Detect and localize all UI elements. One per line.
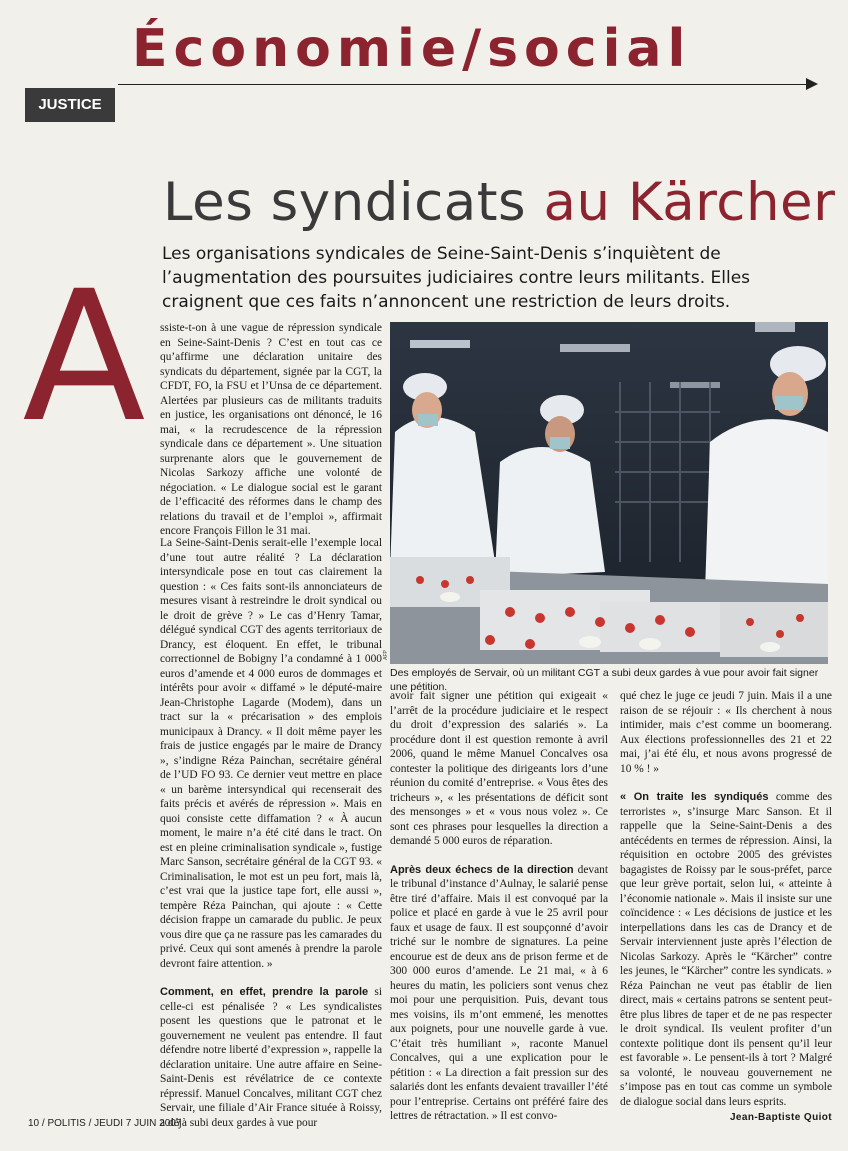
rubric-label: JUSTICE (25, 88, 115, 122)
text-terroristes: comme des terroristes », s’insurge Marc Sanson. Et il rappelle que la Seine-Saint-Denis a des antécédents en termes de répression. Ainsi, la réquisition en octobre 2005 des grévistes bagagistes de Roissy par le sous-préfet, parce que leur grève portait, selon lui, « atteinte à l’économie nationale ». Mais il insiste sur une coïncidence : « Les décisions de justice et les interpellations dans les cas de Drancy et de Servair interviennent juste après l’élection de Nicolas Sarkozy. Après le “Kärcher” contre les jeunes, le “Kärcher” contre les syndicats. » Réza Painchan ne veut pas établir de lien direct, mais « certains patrons se sentent peut-être plus libres de taper et de ne pas respecter le droit syndical. Ils veulent profiter d’un contexte politique dont ils pensent qu’il leur est favorable ». Le pensent-ils à tort ? Malgré sa volonté, le nouveau gouvernement ne s’impose pas en tout cas comme un symbole de dialogue social dans leurs esprits. (620, 791, 832, 1108)
paragraph-petition: avoir fait signer une pétition qui exigeait « l’arrêt de la procédure judiciaire et le respect du droit d’expression des salariés ». La procédure dont il est question remonte à avril 2006, quand le même Manuel Concalves osa contester la politique des dirigeants lors d’une réunion du comité d’entreprise. « Vous êtes des tricheurs », « les présentations de déficit sont des mensonges » et « vous nous volez ». Ce sont ces phrases pour lesquelles la direction a demandé 5 000 euros de réparation. (390, 690, 608, 847)
paragraph-garde-a-vue (390, 863, 608, 1124)
photo-credit: AFP (382, 650, 389, 660)
page-footer: 10 / POLITIS / JEUDI 7 JUIN 2007 (28, 1118, 182, 1129)
dropcap-letter: A (22, 253, 146, 462)
paragraph-boomerang: qué chez le juge ce jeudi 7 juin. Mais il a une raison de se réjouir : « Ils cherchent à nous intimider, mais c’est comme un boomerang. Aux élections professionnelles des 21 et 22 mai, j’ai été élu, et nous avons progressé de 10 % ! » (620, 690, 832, 775)
section-title: Économie/social (132, 19, 692, 79)
paragraph-drancy: La Seine-Saint-Denis serait-elle l’exemple local d’une tout autre réalité ? La déclaration intersyndicale pose en tout cas clairement la question : « Ces faits sont-ils annonciateurs de mesures visant à restreindre le droit syndical ou le droit de grève ? » Le cas d’Henry Tamar, délégué syndical CGT des agents territoriaux de Drancy, est éloquent. En effet, le tribunal correctionnel de Bobigny l’a condamné à 1 000 euros d’amende et 4 000 euros de dommages et intérêts pour avoir « diffamé » le député-maire Jean-Christophe Lagarde (Modem), dans un tract sur la « précarisation » des emplois municipaux à Drancy. « Il doit même payer les frais de justice engagés par le maire de Drancy », s’indigne Réza Painchan, secrétaire général de l’UD FO 93. Ce dernier veut mettre en place « un barème intersyndical qui recenserait des faits précis et avérés de répression ». Mais en quoi consiste cette diffamation ? « À aucun moment, le maire n’a été cité dans le tract. On est en pleine criminalisation syndicale », fustige Marc Sanson, secrétaire général de la CGT 93. « Criminalisation, le mot est un peu fort, mais là, c’est vrai que la justice tape fort, elle aussi », tempère Réza Painchan, qui ajoute : « Cette décision frappe un camarade du public. Je peux vous dire que ça ne rassure pas les camarades du privé. Ceux qui sont amenés à prendre la parole devront faire attention. » (160, 537, 382, 970)
article-photo (390, 322, 828, 664)
paragraph-terroristes (620, 790, 832, 1109)
author-signature: Jean-Baptiste Quiot (729, 1112, 832, 1123)
paragraph-penalisation (160, 985, 382, 1130)
section-rule-arrow (806, 78, 818, 90)
text-garde-a-vue: devant le tribunal d’instance d’Aulnay, le salarié pense être tiré d’affaire. Mais il est convoqué par la police et placé en garde à vue le 25 avril pour faux et usage de faux. Il est soupçonné d’avoir triché sur le nombre de signatures. La peine encourue est de deux ans de prison ferme et de 300 000 euros d’amende. Le 21 mai, « à 6 heures du matin, les policiers sont venus chez moi pour une perquisition. Puis, devant tous mes voisins, ils m’ont emmené, les menottes aux poignets, pour une nouvelle garde à vue. C’était très humiliant », raconte Manuel Concalves, qui a une explication pour le pétition : « La direction a fait pression sur des salariés dont les enfants devaient travailler l’été pour l’entreprise. Certains ont préféré faire des lettres de rétractation. » Il est convo- (390, 863, 608, 1122)
section-rule (118, 84, 808, 85)
standfirst: Les organisations syndicales de Seine-Saint-Denis s’inquiètent de l’augmentation des poursuites judiciaires contre leurs militants. Elles craignent que ces faits n’annoncent une restriction de leurs droits. (162, 244, 751, 312)
paragraph-intro: ssiste-t-on à une vague de répression syndicale en Seine-Saint-Denis ? C’est en tout cas ce qu’affirme une déclaration unitaire des syndicats du département, signée par la CGT, la CFDT, FO, la FSU et l’Unsa de ce département. Alertées par plusieurs cas de militants traduits en justice, les organisations ont dénoncé, le 16 mai, « la recrudescence de la répression syndicale dans ce département ». Une situation surprenante alors que le gouvernement de Nicolas Sarkozy affiche une volonté de négociation. « Le dialogue social est le garant de l’efficacité des réformes dans le champ des relations du travail et de l’emploi », affirmait encore François Fillon le 31 mai. (160, 322, 382, 537)
lead-garde-a-vue: Après deux échecs de la direction (390, 863, 574, 876)
headline (163, 170, 835, 236)
column-1 (160, 321, 382, 539)
photo-caption: Des employés de Servair, où un militant CGT a subi deux gardes à vue pour avoir fait signer une pétition. (390, 667, 819, 693)
column-1-continued (160, 536, 382, 1130)
lead-terroristes: « On traite les syndiqués (620, 791, 769, 803)
column-3 (620, 689, 832, 1126)
headline-accent: au Kärcher (543, 172, 836, 233)
column-2 (390, 689, 608, 1124)
lead-penalisation: Comment, en effet, prendre la parole (160, 986, 369, 998)
text-penalisation: si celle-ci est pénalisée ? « Les syndicalistes posent les questions que le patronat et le gouvernement ne veulent pas entendre. Il faut défendre notre liberté d’expression », rappelle la déclaration unitaire. Une autre affaire en Seine-Saint-Denis est révélatrice de ce contexte répressif. Manuel Concalves, militant CGT chez Servair, une filiale d’Air France située à Roissy, a déjà subi deux gardes à vue pour (160, 986, 382, 1129)
headline-main: Les syndicats (163, 172, 544, 233)
